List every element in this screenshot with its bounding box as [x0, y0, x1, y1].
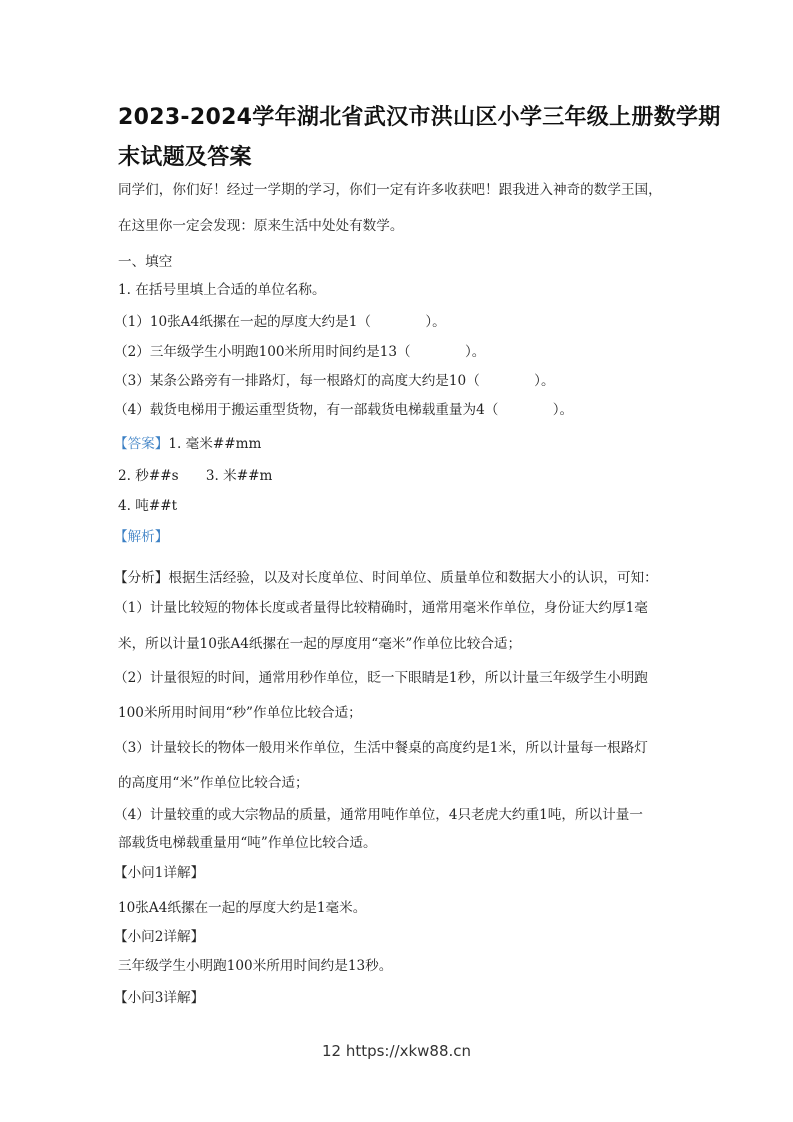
detail-3-label: 【小问3详解】: [114, 990, 205, 1006]
answer-1: 1. 毫米##mm: [168, 436, 262, 452]
analysis-line: （4）计量较重的或大宗物品的质量，通常用吨作单位，4只老虎大约重1吨，所以计量一: [114, 807, 643, 823]
answer-label: 【答案】: [114, 436, 169, 452]
question-1: 1. 在括号里填上合适的单位名称。: [118, 282, 326, 298]
answer-line-1: [114, 435, 261, 453]
analysis-line: 100米所用时间用“秒”作单位比较合适；: [118, 705, 362, 721]
analysis-line: 【分析】根据生活经验，以及对长度单位、时间单位、质量单位和数据大小的认识，可知：: [114, 570, 658, 586]
answer-line-2: 2. 秒##s 3. 米##m: [118, 468, 273, 484]
question-item-1: （1）10张A4纸摞在一起的厚度大约是1（ ）。: [114, 314, 446, 330]
detail-1-label: 【小问1详解】: [114, 865, 205, 881]
detail-2-text: 三年级学生小明跑100米所用时间约是13秒。: [118, 958, 393, 974]
section-heading: 一、填空: [118, 254, 173, 270]
question-item-2: （2）三年级学生小明跑100米所用时间约是13（ ）。: [114, 344, 486, 360]
page-footer: 12 https://xkw88.cn: [321, 1042, 472, 1060]
analysis-label: 【解析】: [114, 529, 169, 545]
intro-line-2: 在这里你一定会发现：原来生活中处处有数学。: [118, 218, 404, 234]
analysis-line: 米，所以计量10张A4纸摞在一起的厚度用“毫米”作单位比较合适；: [118, 636, 522, 652]
analysis-line: （2）计量很短的时间，通常用秒作单位，眨一下眼睛是1秒，所以计量三年级学生小明跑: [114, 670, 648, 686]
question-item-3: （3）某条公路旁有一排路灯，每一根路灯的高度大约是10（ ）。: [114, 373, 555, 389]
document-title-line-1: 2023-2024学年湖北省武汉市洪山区小学三年级上册数学期: [118, 105, 721, 130]
analysis-line: 的高度用“米”作单位比较合适；: [118, 775, 309, 791]
intro-line-1: 同学们，你们好！经过一学期的学习，你们一定有许多收获吧！跟我进入神奇的数学王国，: [118, 182, 662, 198]
detail-1-text: 10张A4纸摞在一起的厚度大约是1毫米。: [118, 900, 367, 916]
analysis-line: （1）计量比较短的物体长度或者量得比较精确时，通常用毫米作单位，身份证大约厚1毫: [114, 600, 648, 616]
detail-2-label: 【小问2详解】: [114, 929, 205, 945]
answer-line-3: 4. 吨##t: [118, 498, 178, 514]
question-item-4: （4）载货电梯用于搬运重型货物，有一部载货电梯载重量为4（ ）。: [114, 402, 574, 418]
document-title-line-2: 末试题及答案: [118, 145, 252, 170]
analysis-line: 部载货电梯载重量用“吨”作单位比较合适。: [118, 835, 377, 851]
analysis-line: （3）计量较长的物体一般用米作单位，生活中餐桌的高度约是1米，所以计量每一根路灯: [114, 740, 648, 756]
